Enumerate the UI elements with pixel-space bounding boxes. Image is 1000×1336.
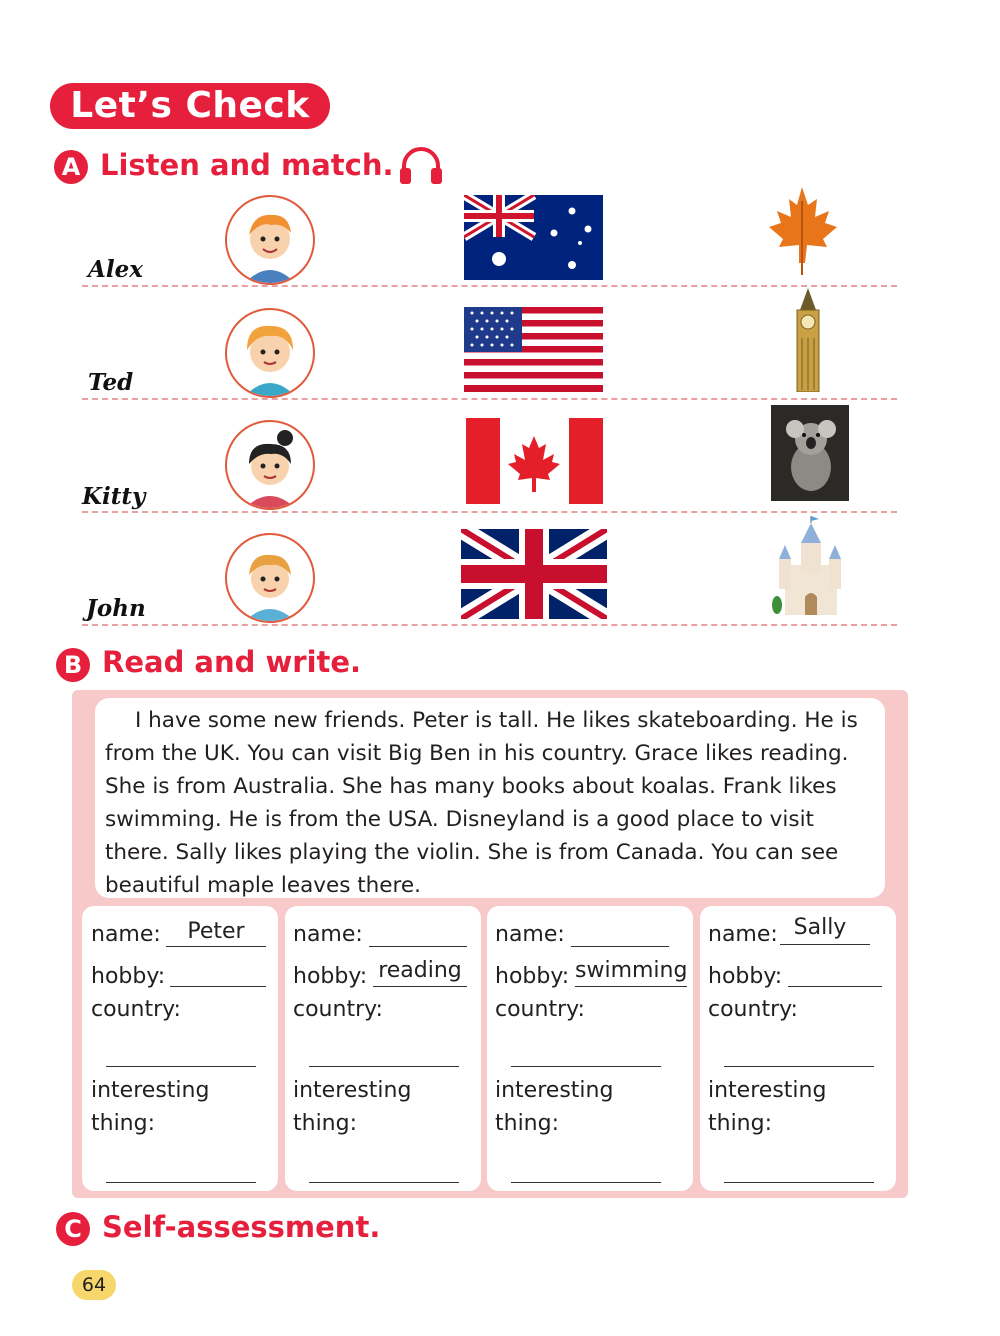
page-number: 64 xyxy=(72,1270,116,1300)
country-answer-line[interactable] xyxy=(511,1066,661,1067)
interesting-label: interesting xyxy=(293,1078,412,1103)
interesting-label: interesting xyxy=(91,1078,210,1103)
kid-name-john: John xyxy=(86,595,146,622)
avatar-john xyxy=(225,533,315,623)
thing-answer-line[interactable] xyxy=(511,1182,661,1183)
country-label: country: xyxy=(708,997,798,1022)
hobby-label: hobby: xyxy=(708,964,783,989)
name-answer-line[interactable] xyxy=(571,946,669,947)
section-a-badge: A xyxy=(54,150,88,184)
name-answer: Sally xyxy=(793,915,847,940)
name-label: name: xyxy=(495,922,565,947)
info-card-4 xyxy=(700,906,896,1191)
name-answer-line[interactable] xyxy=(780,944,870,945)
story-passage xyxy=(95,698,885,898)
interesting-label: interesting xyxy=(708,1078,827,1103)
section-b-badge: B xyxy=(56,648,90,682)
country-label: country: xyxy=(293,997,383,1022)
section-c-badge: C xyxy=(56,1212,90,1246)
castle-picture xyxy=(771,515,849,615)
thing-answer-line[interactable] xyxy=(309,1182,459,1183)
name-label: name: xyxy=(708,922,778,947)
section-c-title: Self-assessment. xyxy=(102,1210,381,1244)
flag-usa xyxy=(464,307,603,392)
story-text: I have some new friends. Peter is tall. He likes skateboarding. He is from the UK. You can visit Big Ben in his country. Grace likes reading. She is from Australia. She has many books about koalas. Frank likes swimming. He is from the USA. Disneyland is a good place to visit there. Sally likes playing the violin. She is from Canada. You can see beautiful maple leaves there. xyxy=(105,708,858,898)
avatar-alex xyxy=(225,195,315,285)
flag-uk xyxy=(461,529,607,619)
avatar-ted xyxy=(225,308,315,398)
thing-label: thing: xyxy=(708,1111,773,1136)
country-answer-line[interactable] xyxy=(724,1066,874,1067)
koala-picture xyxy=(771,405,849,501)
headphones-icon xyxy=(398,146,444,186)
avatar-kitty xyxy=(225,420,315,510)
hobby-label: hobby: xyxy=(91,964,166,989)
hobby-label: hobby: xyxy=(293,964,368,989)
country-answer-line[interactable] xyxy=(106,1066,256,1067)
country-answer-line[interactable] xyxy=(309,1066,459,1067)
big-ben-picture xyxy=(790,288,826,392)
thing-answer-line[interactable] xyxy=(724,1182,874,1183)
country-label: country: xyxy=(495,997,585,1022)
flag-australia xyxy=(464,195,603,280)
name-label: name: xyxy=(293,922,363,947)
hobby-label: hobby: xyxy=(495,964,570,989)
thing-label: thing: xyxy=(91,1111,156,1136)
hobby-answer: reading xyxy=(378,958,462,983)
interesting-label: interesting xyxy=(495,1078,614,1103)
thing-label: thing: xyxy=(495,1111,560,1136)
info-card-3 xyxy=(487,906,693,1191)
thing-answer-line[interactable] xyxy=(106,1182,256,1183)
row-divider xyxy=(82,511,897,513)
name-answer-line[interactable] xyxy=(166,946,266,947)
hobby-answer: swimming xyxy=(575,958,688,983)
lets-check-banner: Let’s Check xyxy=(50,83,330,129)
row-divider xyxy=(82,285,897,287)
flag-canada xyxy=(466,418,603,504)
hobby-answer-line[interactable] xyxy=(170,986,266,987)
hobby-answer-line[interactable] xyxy=(373,986,467,987)
maple-leaf-picture xyxy=(765,183,840,278)
name-answer: Peter xyxy=(187,919,245,944)
kid-name-alex: Alex xyxy=(88,256,143,283)
name-label: name: xyxy=(91,922,161,947)
thing-label: thing: xyxy=(293,1111,358,1136)
info-card-2 xyxy=(285,906,481,1191)
country-label: country: xyxy=(91,997,181,1022)
name-answer-line[interactable] xyxy=(369,946,467,947)
section-b-title: Read and write. xyxy=(102,645,362,679)
hobby-answer-line[interactable] xyxy=(575,986,687,987)
row-divider xyxy=(82,398,897,400)
info-card-1 xyxy=(82,906,278,1191)
kid-name-ted: Ted xyxy=(88,369,134,396)
section-a-title: Listen and match. xyxy=(100,148,394,182)
row-divider xyxy=(82,624,897,626)
hobby-answer-line[interactable] xyxy=(788,986,882,987)
kid-name-kitty: Kitty xyxy=(82,483,146,510)
